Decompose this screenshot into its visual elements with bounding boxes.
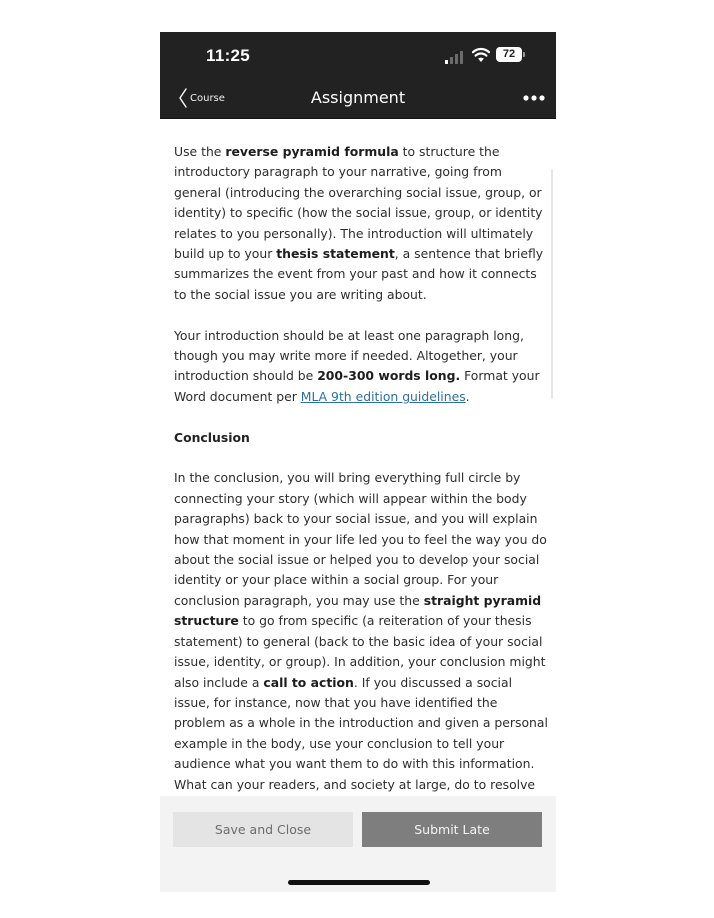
bold-call-to-action: call to action [263, 674, 354, 690]
text-span: . [465, 388, 470, 404]
text-span: Use the [174, 144, 226, 159]
footer-action-bar [160, 796, 556, 892]
bold-straight-pyramid: straight pyramid structure [174, 592, 542, 629]
mla-guidelines-link[interactable]: MLA 9th edition guidelines [300, 388, 466, 404]
save-and-close-button[interactable]: Save and Close [173, 812, 353, 847]
text-span: to structure the introductory paragraph to your narrative, going from general (introducing the overarching social issue, group, or identity) to specific (how the social issue, group, or identity relates to you personally). The introduction will ultimately build up to your [174, 144, 543, 262]
home-indicator[interactable] [288, 880, 430, 885]
wifi-icon [472, 47, 490, 63]
back-button[interactable] [178, 88, 225, 108]
text-span: , a sentence that briefly summarizes the event from your past and how it connects to the social issue you are writing about. [174, 246, 544, 302]
signal-icon [444, 50, 466, 64]
assignment-content [174, 142, 548, 836]
bold-reverse-pyramid: reverse pyramid formula [225, 144, 399, 159]
page-title: Assignment [310, 88, 406, 107]
text-span: . If you discussed a social issue, for instance, now that you have identified the problem as a whole in the introduction and given a personal example in the body, use your conclusion to tell your audience what you want them to do with this information. What can your readers, and society at large, do to resolve [174, 674, 548, 792]
battery-tip [523, 52, 525, 57]
text-span: Your introduction should be at least one paragraph long, though you may write more if needed. Altogether, your introduction should be [174, 327, 524, 384]
conclusion-paragraph [174, 468, 548, 815]
length-paragraph [174, 326, 548, 408]
text-span: In the conclusion, you will bring everything full circle by connecting your story (which will appear within the body paragraphs) back to your social issue, and you will explain how that moment in your life led you to feel the way you do about the social issue or helped you to develop your social identity or your place within a social group. For your conclusion paragraph, you may use the [174, 470, 547, 608]
bold-word-count: 200-300 words long. [317, 368, 461, 384]
submit-late-button[interactable]: Submit Late [362, 812, 542, 847]
nav-bar [160, 78, 556, 119]
status-bar [160, 32, 556, 78]
battery-icon [496, 47, 526, 62]
conclusion-heading: Conclusion [174, 429, 250, 445]
more-horizontal-icon[interactable] [522, 90, 546, 106]
bold-thesis-statement: thesis statement [276, 246, 395, 262]
text-span: to go from specific (a reiteration of your thesis statement) to general (back to the basic idea of your social issue, identity, or group). In addition, your conclusion might also include a [174, 613, 546, 690]
scrollbar[interactable] [551, 169, 553, 399]
intro-paragraph [174, 142, 548, 305]
text-span: Format your Word document per [174, 368, 540, 404]
battery-level: 72 [496, 47, 522, 62]
chevron-left-icon [178, 88, 188, 108]
status-time: 11:25 [206, 46, 251, 65]
back-label: Course [190, 92, 225, 104]
phone-screen [160, 32, 556, 892]
